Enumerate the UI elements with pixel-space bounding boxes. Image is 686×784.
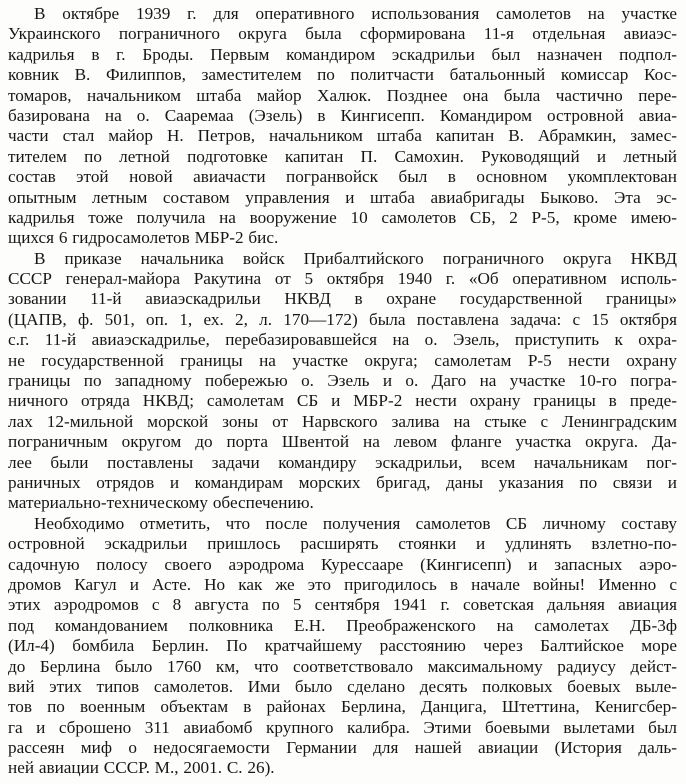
paragraph-nkvd-order [8,249,677,514]
text-line: не государственной границы на участке округа; самолетам Р-5 нести охрану [8,350,677,370]
paragraph-berlin-raids [8,514,677,779]
text-line: тителем по летной подготовке капитан П. Самохин. Руководящий и летный [8,146,677,166]
text-line: лее были поставлены задачи командиру эскадрильи, всем начальникам пог- [8,452,677,472]
text-line: (Ил-4) бомбила Берлин. По кратчайшему расстоянию через Балтийское море [8,636,677,656]
text-line: этих аэродромов с 8 августа по 5 сентября 1941 г. советская дальняя авиация [8,595,677,615]
text-line: Украинского пограничного округа была сформирована 11-я отдельная авиаэс- [8,24,677,44]
text-line: садочную полосу своего аэродрома Курессааре (Кингисепп) и запасных аэро- [8,554,677,574]
text-line: кадрилья в г. Броды. Первым командиром эскадрильи был назначен подпол- [8,44,677,64]
text-line: томаров, начальником штаба майор Халюк. Позднее она была частично пере- [8,85,677,105]
text-line: с.г. 11-й авиаэскадрилье, перебазировавшейся на о. Эзель, приступить к охра- [8,330,677,350]
text-line: ковник В. Филиппов, заместителем по политчасти батальонный комиссар Кос- [8,65,677,85]
text-line: базирована на о. Сааремаа (Эзель) в Кингисепп. Командиром островной авиа- [8,105,677,125]
text-line: опытным летным составом управления и штаба авиабригады Быково. Эта эс- [8,187,677,207]
text-line: материально-техническому обеспечению. [8,493,314,513]
text-line: раничных отрядов и командирам морских бригад, даны указания по связи и [8,472,677,492]
text-line: под командованием полковника Е.Н. Преображенского на самолетах ДБ-3ф [8,615,677,635]
text-line: кадрилья тоже получила на вооружение 10 самолетов СБ, 2 Р-5, кроме имею- [8,207,677,227]
text-line: В октябре 1939 г. для оперативного использования самолетов на участке [34,4,677,23]
text-line: тов по военным объектам в районах Берлина, Данцига, Штеттина, Кенигсбер- [8,697,677,717]
text-line: пограничным округом до порта Швентой на левом фланге участка округа. Да- [8,432,677,452]
text-line: ней авиации СССР. М., 2001. С. 26). [8,758,275,778]
text-line: Необходимо отметить, что после получения самолетов СБ личному составу [34,513,677,533]
text-line: островной эскадрильи пришлось расширять стоянки и удлинять взлетно-по- [8,534,677,554]
text-line: части стал майор Н. Петров, начальником штаба капитан В. Абрамкин, замес- [8,126,677,146]
text-line: вий этих типов самолетов. Ими было сделано десять полковых боевых выле- [8,676,677,696]
text-line: щихся 6 гидросамолетов МБР-2 бис. [8,228,279,248]
text-line: СССР генерал-майора Ракутина от 5 октября 1940 г. «Об оперативном исполь- [8,269,677,289]
text-line: В приказе начальника войск Прибалтийского пограничного округа НКВД [34,248,677,268]
text-line: га и сброшено 311 авиабомб крупного калибра. Этими боевыми вылетами был [8,717,677,737]
text-line: лах 12-мильной морской зоны от Нарвского залива на стыке с Ленинградским [8,411,677,431]
paragraph-squadron-formation [8,4,677,249]
text-line: до Берлина было 1760 км, что соответствовало максимальному радиусу дейст- [8,656,677,676]
text-line: дромов Кагул и Асте. Но как же это пригодилось в начале войны! Именно с [8,574,677,594]
text-line: границы по западному побережью о. Эзель и о. Даго на участке 10-го погра- [8,371,677,391]
text-line: зовании 11-й авиаэскадрильи НКВД в охране государственной границы» [8,289,677,309]
text-line: (ЦАПВ, ф. 501, оп. 1, ех. 2, л. 170—172) была поставлена задача: с 15 октября [8,309,677,329]
text-line: ничного отряда НКВД; самолетам СБ и МБР-2 нести охрану границы в преде- [8,391,677,411]
text-line: состав этой новой авиачасти погранвойск был в основном укомплектован [8,167,677,187]
text-line: рассеян миф о недосягаемости Германии для нашей авиации (История даль- [8,738,677,758]
